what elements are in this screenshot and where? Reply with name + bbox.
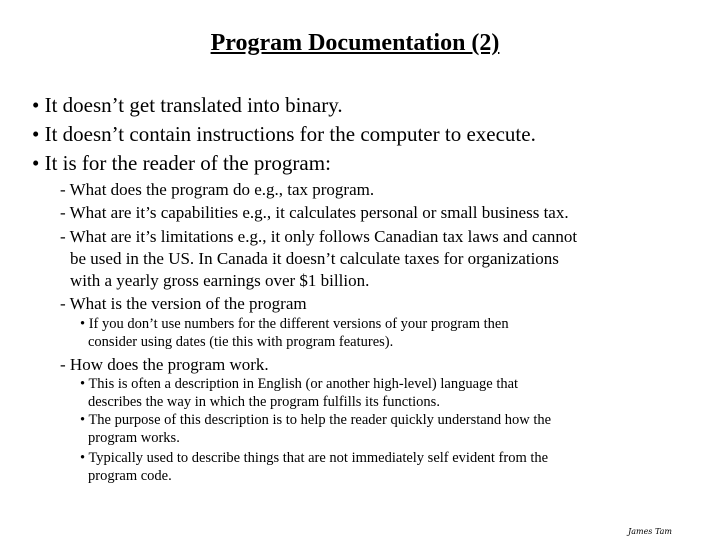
sub-capabilities: - What are it’s capabilities e.g., it calculates personal or small business tax. (60, 203, 569, 222)
subsub-versions-numbers: • If you don’t use numbers for the different versions of your program then (80, 316, 509, 332)
sub-limitations-cont-1: be used in the US. In Canada it doesn’t calculate taxes for organizations (70, 249, 559, 268)
subsub-typically-cont: program code. (88, 468, 172, 484)
subsub-typically: • Typically used to describe things that are not immediately self evident from the (80, 450, 549, 466)
subsub-description-cont: describes the way in which the program fulfills its functions. (88, 394, 440, 410)
author-signature: James Tam (628, 527, 673, 536)
bullet-reader: • It is for the reader of the program: (32, 151, 331, 175)
sub-limitations-cont-2: with a yearly gross earnings over $1 billion. (70, 271, 370, 290)
subsub-versions-dates: consider using dates (tie this with program features). (88, 334, 394, 350)
bullet-instructions: • It doesn’t contain instructions for the computer to execute. (32, 122, 536, 146)
subsub-purpose: • The purpose of this description is to help the reader quickly understand how the (80, 412, 552, 428)
slide-title: Program Documentation (2) (210, 30, 500, 56)
sub-limitations: - What are it’s limitations e.g., it only follows Canadian tax laws and cannot (60, 227, 578, 246)
subsub-description: • This is often a description in English (or another high-level) language that (80, 376, 519, 392)
sub-how-work: - How does the program work. (60, 355, 269, 374)
bullet-binary: • It doesn’t get translated into binary. (32, 93, 343, 117)
sub-what-does: - What does the program do e.g., tax program. (60, 180, 375, 199)
subsub-purpose-cont: program works. (88, 430, 180, 446)
sub-version: - What is the version of the program (60, 294, 307, 313)
